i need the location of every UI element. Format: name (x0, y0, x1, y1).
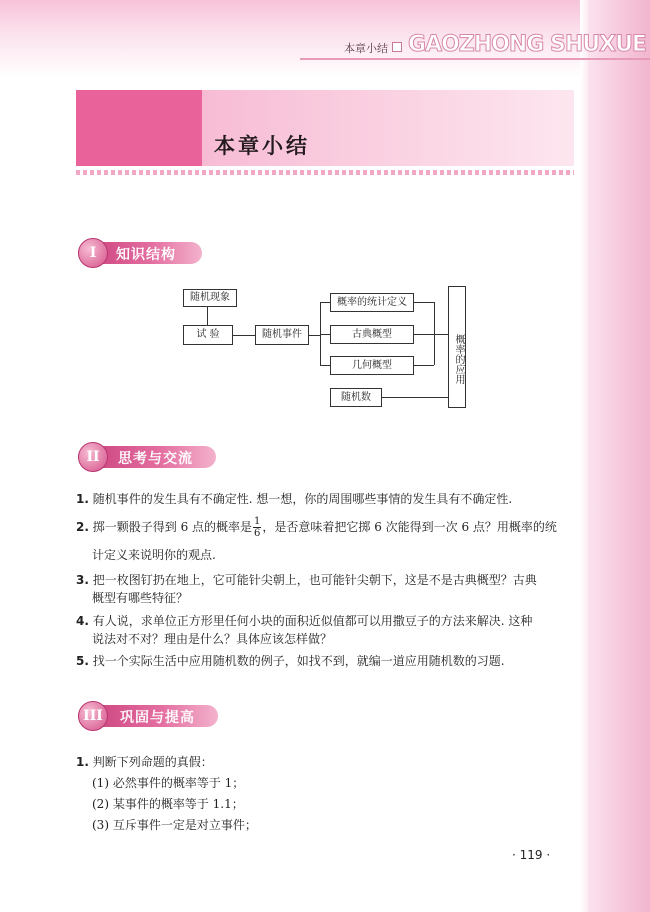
item-text: ，是否意味着把它掷 6 次能得到一次 6 点？用概率的统 (262, 520, 557, 534)
connector (207, 307, 208, 325)
discussion-item-continued: 计定义来说明你的观点. (92, 548, 216, 562)
connector (414, 302, 434, 303)
node-classical-model: 古典概型 (330, 325, 414, 344)
node-random-phenomenon: 随机现象 (183, 289, 237, 307)
item-text: 把一枚图钉扔在地上，它可能针尖朝上，也可能针尖朝下，这是不是古典概型？古典 (92, 573, 537, 587)
item-text: 掷一颗骰子得到 6 点的概率是 (92, 520, 253, 534)
connector (320, 365, 330, 366)
node-statistical-definition: 概率的统计定义 (330, 293, 414, 312)
discussion-item-continued: 概型有哪些特征？ (92, 591, 189, 605)
connector (320, 334, 330, 335)
discussion-item (76, 516, 557, 539)
item-number: 1. (76, 492, 89, 506)
exercise-subitem: (2) 某事件的概率等于 1.1； (92, 797, 244, 811)
exercise-subitem: (3) 互斥事件一定是对立事件； (92, 818, 257, 832)
section-label: 知识结构 (116, 247, 176, 263)
connector (309, 335, 320, 336)
discussion-item (76, 612, 532, 629)
section-header-discussion (78, 442, 218, 472)
section-header-consolidation (78, 701, 220, 731)
node-random-number: 随机数 (330, 388, 382, 407)
item-number: 2. (76, 520, 89, 534)
page-number: · 119 · (512, 848, 551, 862)
section-badge: I (78, 238, 108, 268)
discussion-item (76, 490, 512, 507)
connector (320, 302, 330, 303)
item-number: 4. (76, 614, 89, 628)
node-trial: 试 验 (183, 325, 233, 345)
title-banner-accent (76, 90, 202, 166)
page-title: 本章小结 (214, 134, 310, 158)
connector (382, 397, 448, 398)
header-chapter-label: 本章小结 (344, 42, 388, 55)
exercise-subitem: (1) 必然事件的概率等于 1； (92, 776, 245, 790)
node-random-event: 随机事件 (255, 325, 309, 345)
section-badge: III (78, 701, 108, 731)
item-text: 判断下列命题的真假： (92, 755, 213, 769)
fraction-denominator: 6 (254, 528, 261, 539)
square-icon (392, 42, 402, 52)
fraction (253, 516, 261, 539)
exercise-item (76, 753, 213, 770)
connector (414, 334, 434, 335)
section-label: 思考与交流 (118, 451, 193, 467)
discussion-item (76, 571, 537, 588)
margin-band-edge (580, 0, 588, 912)
discussion-item-continued: 说法对不对？理由是什么？具体应该怎样做？ (92, 632, 333, 646)
discussion-item (76, 652, 505, 669)
connector (233, 335, 255, 336)
item-number: 3. (76, 573, 89, 587)
section-label: 巩固与提高 (120, 710, 195, 726)
header-brand-text: GAOZHONG SHUXUE (408, 32, 646, 57)
node-probability-application: 概率的应用 (448, 286, 466, 408)
connector (434, 334, 448, 335)
section-header-knowledge (78, 238, 204, 268)
item-text: 找一个实际生活中应用随机数的例子，如找不到，就编一道应用随机数的习题. (92, 654, 505, 668)
dotted-divider (76, 170, 574, 175)
right-margin-band (588, 0, 650, 912)
node-geometric-model: 几何概型 (330, 356, 414, 375)
item-text: 随机事件的发生具有不确定性. 想一想，你的周围哪些事情的发生具有不确定性. (92, 492, 513, 506)
item-text: 有人说，求单位正方形里任何小块的面积近似值都可以用撒豆子的方法来解决. 这种 (92, 614, 533, 628)
item-number: 1. (76, 755, 89, 769)
fraction-numerator: 1 (254, 516, 261, 527)
connector (414, 365, 434, 366)
header-rule (300, 58, 650, 60)
section-badge: II (78, 442, 108, 472)
item-number: 5. (76, 654, 89, 668)
